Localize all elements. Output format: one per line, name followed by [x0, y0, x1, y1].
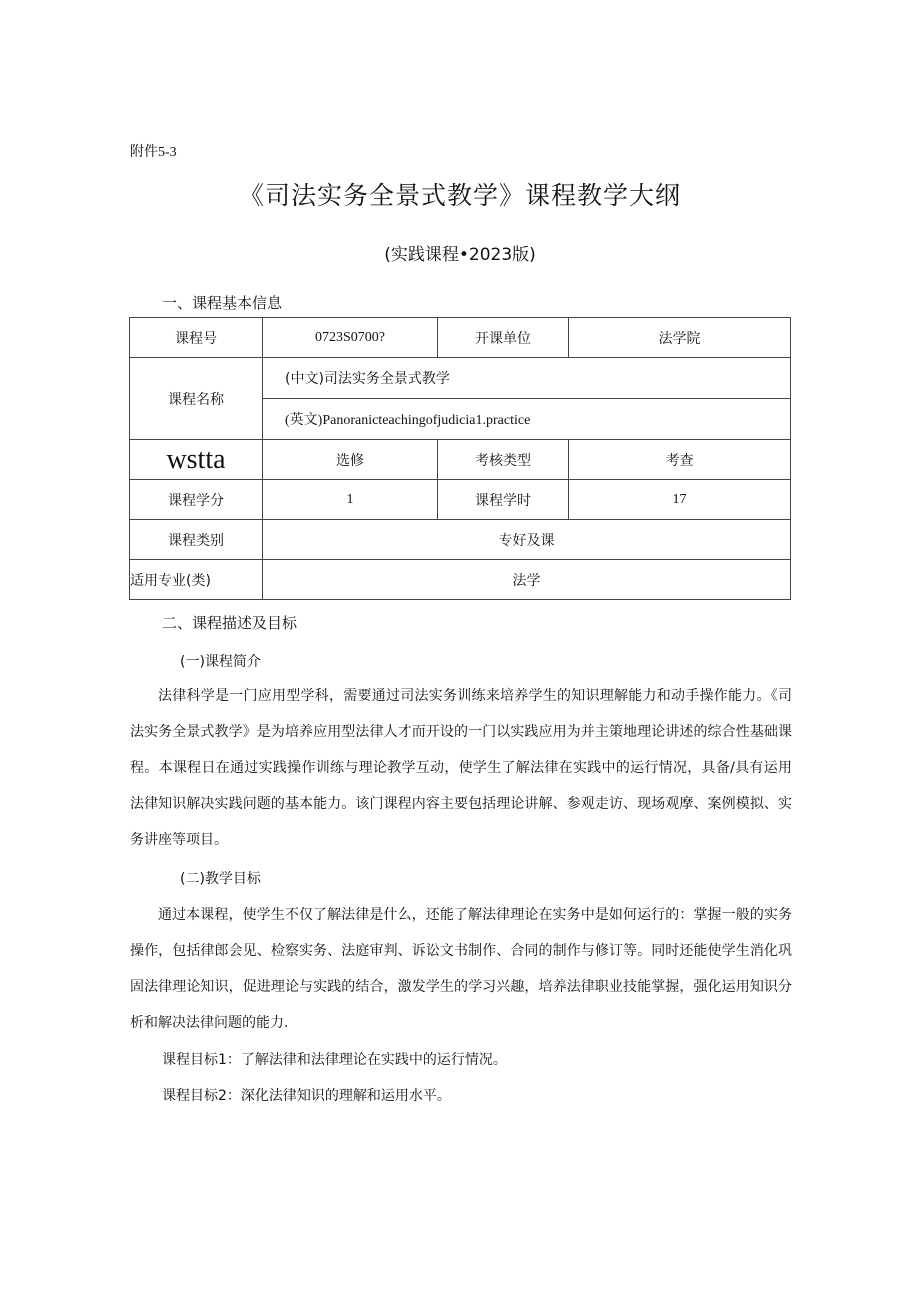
course-info-table — [129, 317, 791, 600]
objective-paragraph — [130, 897, 792, 1041]
subsection-heading-intro: (一)课程简介 — [180, 654, 261, 670]
course-name-english — [263, 399, 791, 440]
section-heading-description: 二、课程描述及目标 — [162, 614, 298, 632]
department-value: 法学院 — [569, 318, 791, 358]
document-subtitle: (实践课程•2023版) — [384, 245, 536, 265]
course-intro-paragraph — [130, 678, 792, 858]
document-title: 《司法实务全景式教学》课程教学大纲 — [238, 181, 681, 210]
table-row — [130, 480, 791, 520]
hours-label: 课程学时 — [438, 480, 569, 520]
subsection-heading-objectives: (二)教学目标 — [180, 871, 261, 887]
attachment-label: 附件5-3 — [130, 145, 177, 160]
course-nature-label: wstta — [130, 440, 263, 480]
department-label: 开课单位 — [438, 318, 569, 358]
table-row — [130, 440, 791, 480]
table-row — [130, 520, 791, 560]
table-row — [130, 358, 791, 399]
course-goal-2: 课程目标2：深化法律知识的理解和运用水平。 — [162, 1088, 451, 1104]
course-name-label: 课程名称 — [130, 358, 263, 440]
course-number-value: 0723S0700? — [263, 318, 438, 358]
credits-label: 课程学分 — [130, 480, 263, 520]
assessment-type-label: 考核类型 — [438, 440, 569, 480]
course-nature-value: 选修 — [263, 440, 438, 480]
course-category-value: 专好及课 — [263, 520, 791, 560]
course-number-label: 课程号 — [130, 318, 263, 358]
assessment-type-value: 考查 — [569, 440, 791, 480]
course-goal-1: 课程目标1：了解法律和法律理论在实践中的运行情况。 — [162, 1052, 507, 1068]
objective-text: 通过本课程，使学生不仅了解法律是什么，还能了解法律理论在实务中是如何运行的：掌握一般的实务操作，包括律郎会见、检察实务、法庭审判、诉讼文书制作、合同的制作与修订等。同时还能使学生消化巩固法律理论知识，促进理论与实践的结合，激发学生的学习兴趣，培养法律职业技能掌握，强化运用知识分析和解决法律问题的能力. — [130, 907, 792, 1031]
table-row — [130, 318, 791, 358]
course-intro-text: 法律科学是一门应用型学科，需要通过司法实务训练来培养学生的知识理解能力和动手操作能力。《司法实务全景式教学》是为培养应用型法律人才而开设的一门以实践应用为并主策地理论讲述的综合性基础课程。本课程日在通过实践操作训练与理论教学互动，使学生了解法律在实践中的运行情况，具备/具有运用法律知识解决实践问题的基本能力。该门课程内容主要包括理论讲解、参观走访、现场观摩、案例模拟、实务讲座等项目。 — [130, 688, 792, 848]
hours-value: 17 — [569, 480, 791, 520]
credits-value: 1 — [263, 480, 438, 520]
course-name-chinese: (中文)司法实务全景式教学 — [263, 358, 791, 399]
section-heading-basic-info: 一、课程基本信息 — [162, 294, 283, 312]
applicable-major-value: 法学 — [263, 560, 791, 600]
table-row — [130, 560, 791, 600]
course-category-label: 课程类别 — [130, 520, 263, 560]
applicable-major-label: 适用专业(类) — [130, 560, 263, 600]
course-name-english-text: (英文)Panoranicteachingofjudicia1.practice — [285, 413, 531, 428]
